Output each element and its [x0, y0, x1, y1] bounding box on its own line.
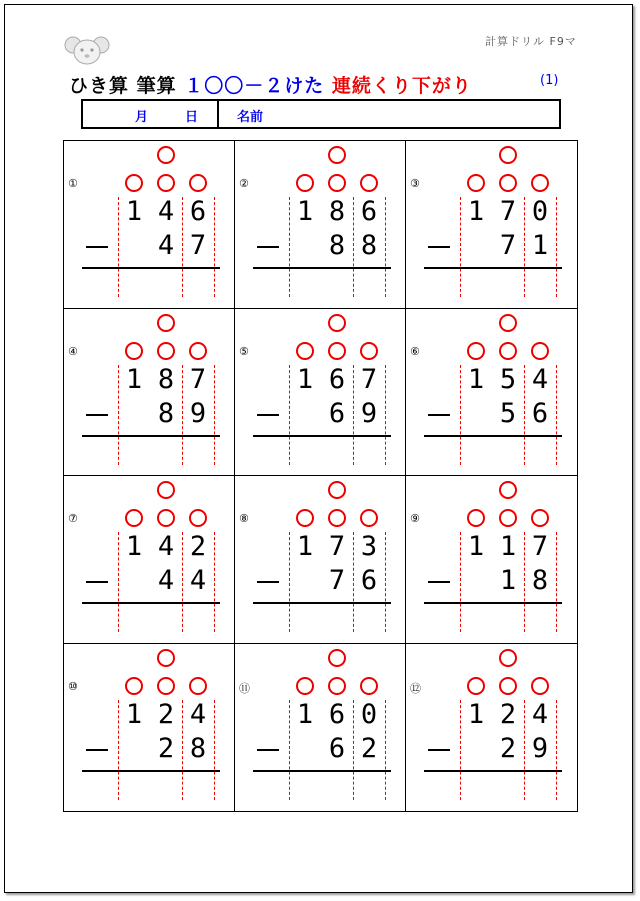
minus-sign-icon — [428, 749, 450, 751]
minus-sign-icon — [428, 581, 450, 583]
borrow-circle-icon — [328, 146, 346, 164]
subtrahend-digit: 4 — [157, 565, 175, 596]
subtrahend-digit: 8 — [157, 397, 175, 429]
minuend-digit: 1 — [499, 531, 517, 562]
problem-number: ⑫ — [410, 681, 421, 695]
minus-sign-icon — [257, 414, 279, 416]
minuend-digit: 1 — [296, 196, 314, 227]
name-box-divider — [217, 101, 219, 127]
minuend-digit: 7 — [360, 363, 378, 395]
problem-cell — [64, 644, 235, 812]
subtrahend-digit: 7 — [189, 230, 207, 261]
minus-sign-icon — [257, 581, 279, 583]
borrow-circle-icon — [531, 342, 549, 360]
answer-line — [253, 435, 391, 437]
answer-line — [424, 770, 562, 772]
column-guide-line — [214, 197, 215, 297]
minuend-digit: 8 — [328, 196, 346, 227]
borrow-circle-icon — [125, 342, 143, 360]
minuend-digit: 3 — [360, 531, 378, 562]
problem-cell — [235, 476, 406, 644]
borrow-circle-icon — [499, 649, 517, 667]
borrow-circle-icon — [360, 677, 378, 695]
column-guide-line — [385, 532, 386, 632]
name-date-box — [81, 99, 561, 129]
problem-cell — [406, 644, 577, 812]
minuend-digit: 2 — [189, 531, 207, 562]
answer-line — [253, 602, 391, 604]
problem-cell — [64, 309, 235, 477]
borrow-circle-icon — [531, 509, 549, 527]
worksheet-page — [4, 4, 633, 893]
title-operation: ひき算 筆算 — [69, 75, 185, 97]
problem-number: ② — [239, 177, 249, 190]
column-guide-line — [385, 700, 386, 800]
problem-cell — [64, 476, 235, 644]
minuend-digit: 2 — [157, 698, 175, 730]
borrow-circle-icon — [531, 677, 549, 695]
minuend-digit: 6 — [360, 196, 378, 227]
subtrahend-digit: 2 — [157, 732, 175, 764]
borrow-circle-icon — [467, 509, 485, 527]
borrow-circle-icon — [125, 677, 143, 695]
borrow-circle-icon — [157, 174, 175, 192]
borrow-circle-icon — [328, 174, 346, 192]
answer-line — [82, 770, 220, 772]
minus-sign-icon — [86, 246, 108, 248]
subtrahend-digit: 8 — [360, 230, 378, 261]
borrow-circle-icon — [157, 314, 175, 332]
minuend-digit: 4 — [189, 698, 207, 730]
borrow-circle-icon — [296, 174, 314, 192]
column-guide-line — [556, 365, 557, 465]
borrow-circle-icon — [499, 481, 517, 499]
borrow-circle-icon — [467, 342, 485, 360]
borrow-circle-icon — [296, 509, 314, 527]
borrow-circle-icon — [189, 509, 207, 527]
problem-number: ⑩ — [68, 679, 78, 693]
column-guide-line — [385, 197, 386, 297]
borrow-circle-icon — [328, 677, 346, 695]
borrow-circle-icon — [296, 342, 314, 360]
subtrahend-digit: 1 — [499, 565, 517, 596]
minus-sign-icon — [428, 246, 450, 248]
problem-cell — [406, 476, 577, 644]
minuend-digit: 6 — [189, 196, 207, 227]
subtrahend-digit: 7 — [499, 230, 517, 261]
minuend-digit: 1 — [125, 363, 143, 395]
minuend-digit: 7 — [499, 196, 517, 227]
borrow-circle-icon — [499, 146, 517, 164]
mouse-logo-icon — [63, 33, 111, 67]
minuend-digit: 4 — [531, 363, 549, 395]
borrow-circle-icon — [125, 174, 143, 192]
borrow-circle-icon — [328, 649, 346, 667]
borrow-circle-icon — [328, 342, 346, 360]
minuend-digit: 8 — [157, 363, 175, 395]
borrow-circle-icon — [157, 509, 175, 527]
problem-cell — [235, 644, 406, 812]
answer-line — [424, 435, 562, 437]
sheet-number: (1) — [540, 73, 559, 88]
minuend-digit: 1 — [296, 698, 314, 730]
minuend-digit: 7 — [328, 531, 346, 562]
borrow-circle-icon — [499, 509, 517, 527]
column-guide-line — [214, 365, 215, 465]
borrow-circle-icon — [157, 649, 175, 667]
problem-cell — [235, 141, 406, 309]
borrow-circle-icon — [360, 174, 378, 192]
minuend-digit: 5 — [499, 363, 517, 395]
problem-number: ⑥ — [410, 344, 420, 358]
subtrahend-digit: 6 — [328, 732, 346, 764]
page-title — [69, 71, 472, 98]
borrow-circle-icon — [125, 509, 143, 527]
minuend-digit: 1 — [467, 531, 485, 562]
problem-number: ⑧ — [239, 512, 249, 525]
drill-code: 計算ドリル F9マ — [485, 35, 577, 48]
subtrahend-digit: 4 — [157, 230, 175, 261]
minuend-digit: 6 — [328, 363, 346, 395]
subtrahend-digit: 6 — [531, 397, 549, 429]
subtrahend-digit: 1 — [531, 230, 549, 261]
minuend-digit: 0 — [531, 196, 549, 227]
minus-sign-icon — [428, 414, 450, 416]
answer-line — [82, 602, 220, 604]
borrow-circle-icon — [157, 342, 175, 360]
minus-sign-icon — [86, 749, 108, 751]
answer-line — [424, 602, 562, 604]
column-guide-line — [385, 365, 386, 465]
answer-line — [82, 267, 220, 269]
title-borrow: 連続くり下がり — [331, 75, 472, 97]
subtrahend-digit: 2 — [360, 732, 378, 764]
answer-line — [253, 267, 391, 269]
subtrahend-digit: 8 — [328, 230, 346, 261]
minus-sign-icon — [86, 581, 108, 583]
subtrahend-digit: 6 — [360, 565, 378, 596]
problem-number: ④ — [68, 344, 78, 358]
minus-sign-icon — [257, 246, 279, 248]
problem-cell — [64, 141, 235, 309]
month-label: 月 — [135, 110, 149, 125]
day-label: 日 — [185, 110, 199, 125]
subtrahend-digit: 9 — [531, 732, 549, 764]
borrow-circle-icon — [499, 677, 517, 695]
minuend-digit: 1 — [296, 531, 314, 562]
problem-number: ⑦ — [68, 512, 78, 525]
borrow-circle-icon — [467, 677, 485, 695]
subtrahend-digit: 5 — [499, 397, 517, 429]
minuend-digit: 1 — [296, 363, 314, 395]
borrow-circle-icon — [189, 174, 207, 192]
minus-sign-icon — [86, 414, 108, 416]
minuend-digit: 2 — [499, 698, 517, 730]
subtrahend-digit: 7 — [328, 565, 346, 596]
borrow-circle-icon — [189, 342, 207, 360]
borrow-circle-icon — [157, 481, 175, 499]
minuend-digit: 4 — [157, 196, 175, 227]
column-guide-line — [556, 197, 557, 297]
answer-line — [253, 770, 391, 772]
subtrahend-digit: 6 — [328, 397, 346, 429]
minuend-digit: 7 — [531, 531, 549, 562]
borrow-circle-icon — [467, 174, 485, 192]
minuend-digit: 1 — [125, 196, 143, 227]
minuend-digit: 1 — [467, 698, 485, 730]
title-range: １〇〇－２けた — [184, 75, 332, 97]
borrow-circle-icon — [328, 509, 346, 527]
borrow-circle-icon — [499, 342, 517, 360]
minuend-digit: 7 — [189, 363, 207, 395]
minuend-digit: 0 — [360, 698, 378, 730]
column-guide-line — [214, 700, 215, 800]
borrow-circle-icon — [360, 509, 378, 527]
minuend-digit: 1 — [467, 196, 485, 227]
minus-sign-icon — [257, 749, 279, 751]
borrow-circle-icon — [499, 174, 517, 192]
subtrahend-digit: 8 — [189, 732, 207, 764]
subtrahend-digit: 8 — [531, 565, 549, 596]
problem-number: ⑨ — [410, 512, 420, 525]
problem-number: ① — [68, 177, 78, 190]
answer-line — [424, 267, 562, 269]
borrow-circle-icon — [296, 677, 314, 695]
problem-number: ⑤ — [239, 344, 249, 358]
problem-cell — [406, 309, 577, 477]
minuend-digit: 1 — [467, 363, 485, 395]
problem-number: ⑪ — [239, 681, 250, 695]
problem-cell — [406, 141, 577, 309]
borrow-circle-icon — [157, 677, 175, 695]
minuend-digit: 4 — [531, 698, 549, 730]
minuend-digit: 6 — [328, 698, 346, 730]
problem-number: ③ — [410, 177, 420, 190]
borrow-circle-icon — [189, 677, 207, 695]
column-guide-line — [556, 532, 557, 632]
name-label: 名前 — [237, 110, 264, 125]
subtrahend-digit: 9 — [360, 397, 378, 429]
column-guide-line — [214, 532, 215, 632]
subtrahend-digit: 4 — [189, 565, 207, 596]
minuend-digit: 1 — [125, 698, 143, 730]
subtrahend-digit: 9 — [189, 397, 207, 429]
borrow-circle-icon — [531, 174, 549, 192]
borrow-circle-icon — [360, 342, 378, 360]
minuend-digit: 1 — [125, 531, 143, 562]
problem-cell — [235, 309, 406, 477]
column-guide-line — [556, 700, 557, 800]
problem-grid — [63, 140, 578, 812]
minuend-digit: 4 — [157, 531, 175, 562]
borrow-circle-icon — [328, 314, 346, 332]
subtrahend-digit: 2 — [499, 732, 517, 764]
borrow-circle-icon — [157, 146, 175, 164]
borrow-circle-icon — [499, 314, 517, 332]
borrow-circle-icon — [328, 481, 346, 499]
answer-line — [82, 435, 220, 437]
